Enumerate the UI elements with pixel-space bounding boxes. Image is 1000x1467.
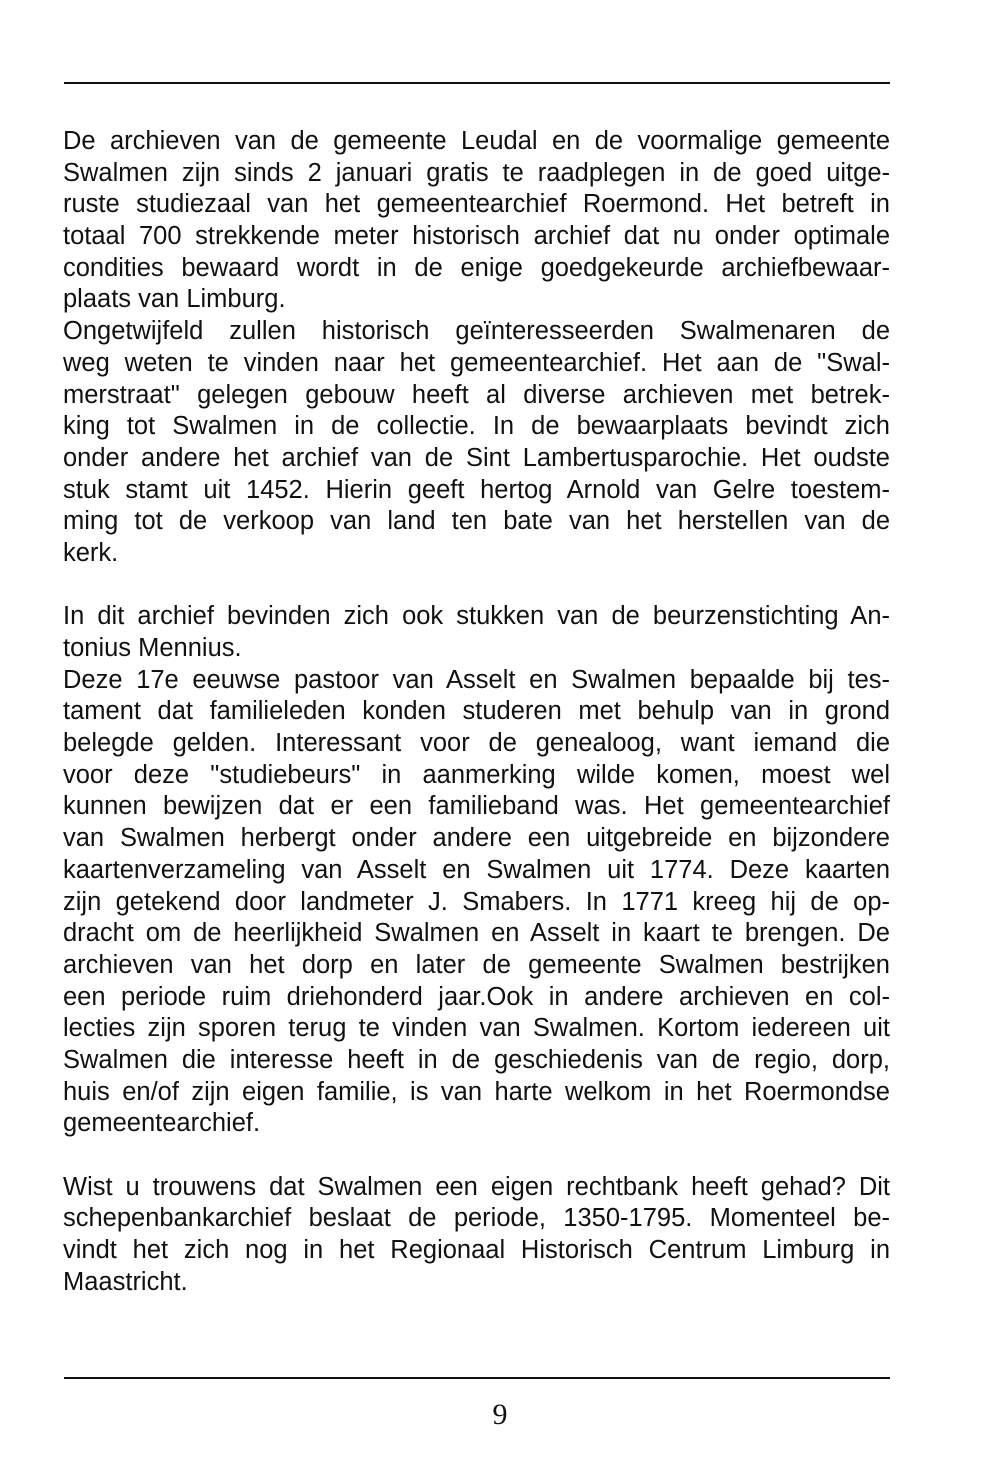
top-rule [64, 82, 890, 84]
paragraph-1 [63, 126, 890, 316]
text-line: totaal 700 strekkende meter historisch archief dat nu onder optimale [63, 222, 890, 251]
text-line: lecties zijn sporen terug te vinden van Swalmen. Kortom iedereen uit [63, 1014, 890, 1043]
text-line: condities bewaard wordt in de enige goedgekeurde archiefbewaar- [63, 253, 890, 282]
paragraph-gap [63, 1140, 890, 1172]
paragraph-3 [63, 601, 890, 664]
text-line: een periode ruim driehonderd jaar.Ook in andere archieven en col- [63, 982, 890, 1011]
text-line: stuk stamt uit 1452. Hierin geeft hertog Arnold van Gelre toestem- [63, 475, 890, 504]
text-line: ruste studiezaal van het gemeentearchief Roermond. Het betreft in [63, 190, 890, 219]
text-line: zijn getekend door landmeter J. Smabers. In 1771 kreeg hij de op- [63, 887, 890, 916]
text-line: schepenbankarchief beslaat de periode, 1350-1795. Momenteel be- [63, 1204, 890, 1233]
text-line: gemeentearchief. [63, 1109, 261, 1138]
text-line: kaartenverzameling van Asselt en Swalmen uit 1774. Deze kaarten [63, 855, 890, 884]
text-line: belegde gelden. Interessant voor de genealoog, want iemand die [63, 729, 890, 758]
text-line: plaats van Limburg. [63, 285, 286, 314]
paragraph-5 [63, 1172, 890, 1299]
text-line: Maastricht. [63, 1267, 188, 1296]
text-line: vindt het zich nog in het Regionaal Historisch Centrum Limburg in [63, 1236, 890, 1265]
text-line: king tot Swalmen in de collectie. In de bewaarplaats bevindt zich [63, 412, 890, 441]
text-line: ming tot de verkoop van land ten bate van het herstellen van de [63, 507, 890, 536]
text-line: In dit archief bevinden zich ook stukken van de beurzenstichting An- [63, 602, 890, 631]
text-line: archieven van het dorp en later de gemeente Swalmen bestrijken [63, 950, 890, 979]
text-line: onder andere het archief van de Sint Lambertusparochie. Het oudste [63, 443, 890, 472]
text-line: kerk. [63, 538, 119, 567]
text-line: De archieven van de gemeente Leudal en de voormalige gemeente [63, 127, 890, 155]
text-line: tonius Mennius. [63, 634, 242, 662]
text-line: huis en/of zijn eigen familie, is van harte welkom in het Roermondse [63, 1077, 890, 1106]
text-line: tament dat familieleden konden studeren met behulp van in grond [63, 697, 890, 726]
paragraph-2 [63, 316, 890, 570]
text-line: Ongetwijfeld zullen historisch geïnteresseerden Swalmenaren de [63, 317, 890, 346]
text-line: Swalmen zijn sinds 2 januari gratis te raadplegen in de goed uitge- [63, 158, 890, 187]
body-text [63, 126, 890, 1298]
paragraph-gap [63, 570, 890, 602]
text-line: weg weten te vinden naar het gemeentearchief. Het aan de "Swal- [63, 348, 890, 377]
text-line: van Swalmen herbergt onder andere een uitgebreide en bijzondere [63, 824, 890, 853]
text-line: Wist u trouwens dat Swalmen een eigen rechtbank heeft gehad? Dit [63, 1172, 890, 1201]
page-number: 9 [492, 1398, 508, 1431]
text-line: Deze 17e eeuwse pastoor van Asselt en Swalmen bepaalde bij tes- [63, 665, 890, 694]
bottom-rule [64, 1377, 890, 1379]
paragraph-4 [63, 665, 890, 1140]
text-line: kunnen bewijzen dat er een familieband was. Het gemeentearchief [63, 792, 890, 821]
text-line: voor deze "studiebeurs" in aanmerking wilde komen, moest wel [63, 760, 890, 789]
text-line: merstraat" gelegen gebouw heeft al diverse archieven met betrek- [63, 380, 890, 409]
text-line: dracht om de heerlijkheid Swalmen en Asselt in kaart te brengen. De [63, 919, 890, 948]
text-line: Swalmen die interesse heeft in de geschiedenis van de regio, dorp, [63, 1045, 890, 1074]
